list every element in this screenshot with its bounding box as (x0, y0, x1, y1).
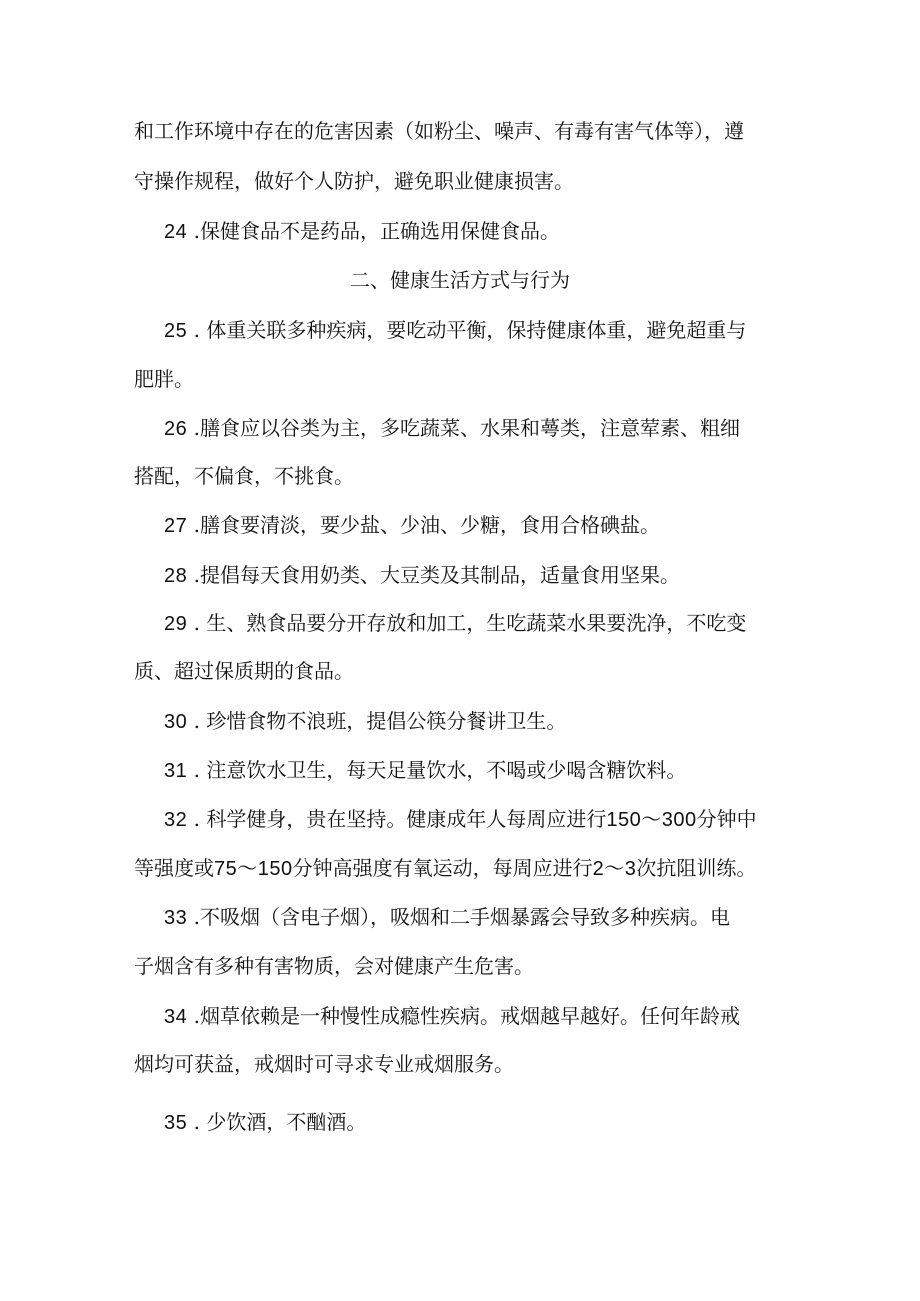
item-33-line-1: 33 .不吸烟（含电子烟），吸烟和二手烟暴露会导致多种疾病。电 (164, 905, 730, 929)
item-number: 27 (164, 515, 188, 537)
item-number: 29 (164, 613, 188, 635)
item-30: 30 . 珍惜食物不浪班，提倡公筷分餐讲卫生。 (164, 709, 567, 733)
item-34-line-1: 34 .烟草依赖是一种慢性成瘾性疾病。戒烟越早越好。任何年龄戒 (164, 1004, 740, 1028)
item-32-line-2: 等强度或75～150分钟高强度有氧运动，每周应进行2～3次抗阻训练。 (134, 856, 757, 880)
item-number: 34 (164, 1006, 188, 1028)
item-32-line-1: 32 . 科学健身，贵在坚持。健康成年人每周应进行150～300分钟中 (164, 807, 757, 831)
item-number: 32 (164, 809, 188, 831)
item-29-line-1: 29 . 生、熟食品要分开存放和加工，生吃蔬菜水果要洗净，不吃变 (164, 611, 747, 635)
paragraph-continuation-line-1: 和工作环境中存在的危害因素（如粉尘、噪声、有毒有害气体等），遵 (134, 119, 744, 143)
item-28: 28 .提倡每天食用奶类、大豆类及其制品，适量食用坚果。 (164, 563, 680, 587)
paragraph-continuation-line-2: 守操作规程，做好个人防护，避免职业健康损害。 (134, 169, 574, 193)
section-heading: 二、健康生活方式与行为 (350, 268, 570, 292)
item-number: 26 (164, 418, 188, 440)
item-31: 31 . 注意饮水卫生，每天足量饮水，不喝或少喝含糖饮料。 (164, 758, 687, 782)
item-26-line-2: 搭配，不偏食，不挑食。 (134, 464, 354, 488)
item-25-line-2: 肥胖。 (134, 367, 194, 391)
item-number: 30 (164, 711, 188, 733)
item-number: 24 (164, 221, 188, 243)
item-24: 24 .保健食品不是药品，正确选用保健食品。 (164, 219, 560, 243)
item-34-line-2: 烟均可获益，戒烟时可寻求专业戒烟服务。 (134, 1052, 514, 1076)
item-number: 31 (164, 760, 188, 782)
item-35: 35 . 少饮酒，不酗酒。 (164, 1110, 367, 1134)
item-27: 27 .膳食要清淡，要少盐、少油、少糖，食用合格碘盐。 (164, 513, 660, 537)
item-number: 33 (164, 907, 188, 929)
item-33-line-2: 子烟含有多种有害物质，会对健康产生危害。 (134, 954, 534, 978)
item-number: 35 (164, 1112, 188, 1134)
item-number: 28 (164, 565, 188, 587)
item-25-line-1: 25 . 体重关联多种疾病，要吃动平衡，保持健康体重，避免超重与 (164, 318, 747, 342)
item-29-line-2: 质、超过保质期的食品。 (134, 659, 354, 683)
item-26-line-1: 26 .膳食应以谷类为主，多吃蔬菜、水果和蕚类，注意荤素、粗细 (164, 416, 740, 440)
item-number: 25 (164, 320, 188, 342)
